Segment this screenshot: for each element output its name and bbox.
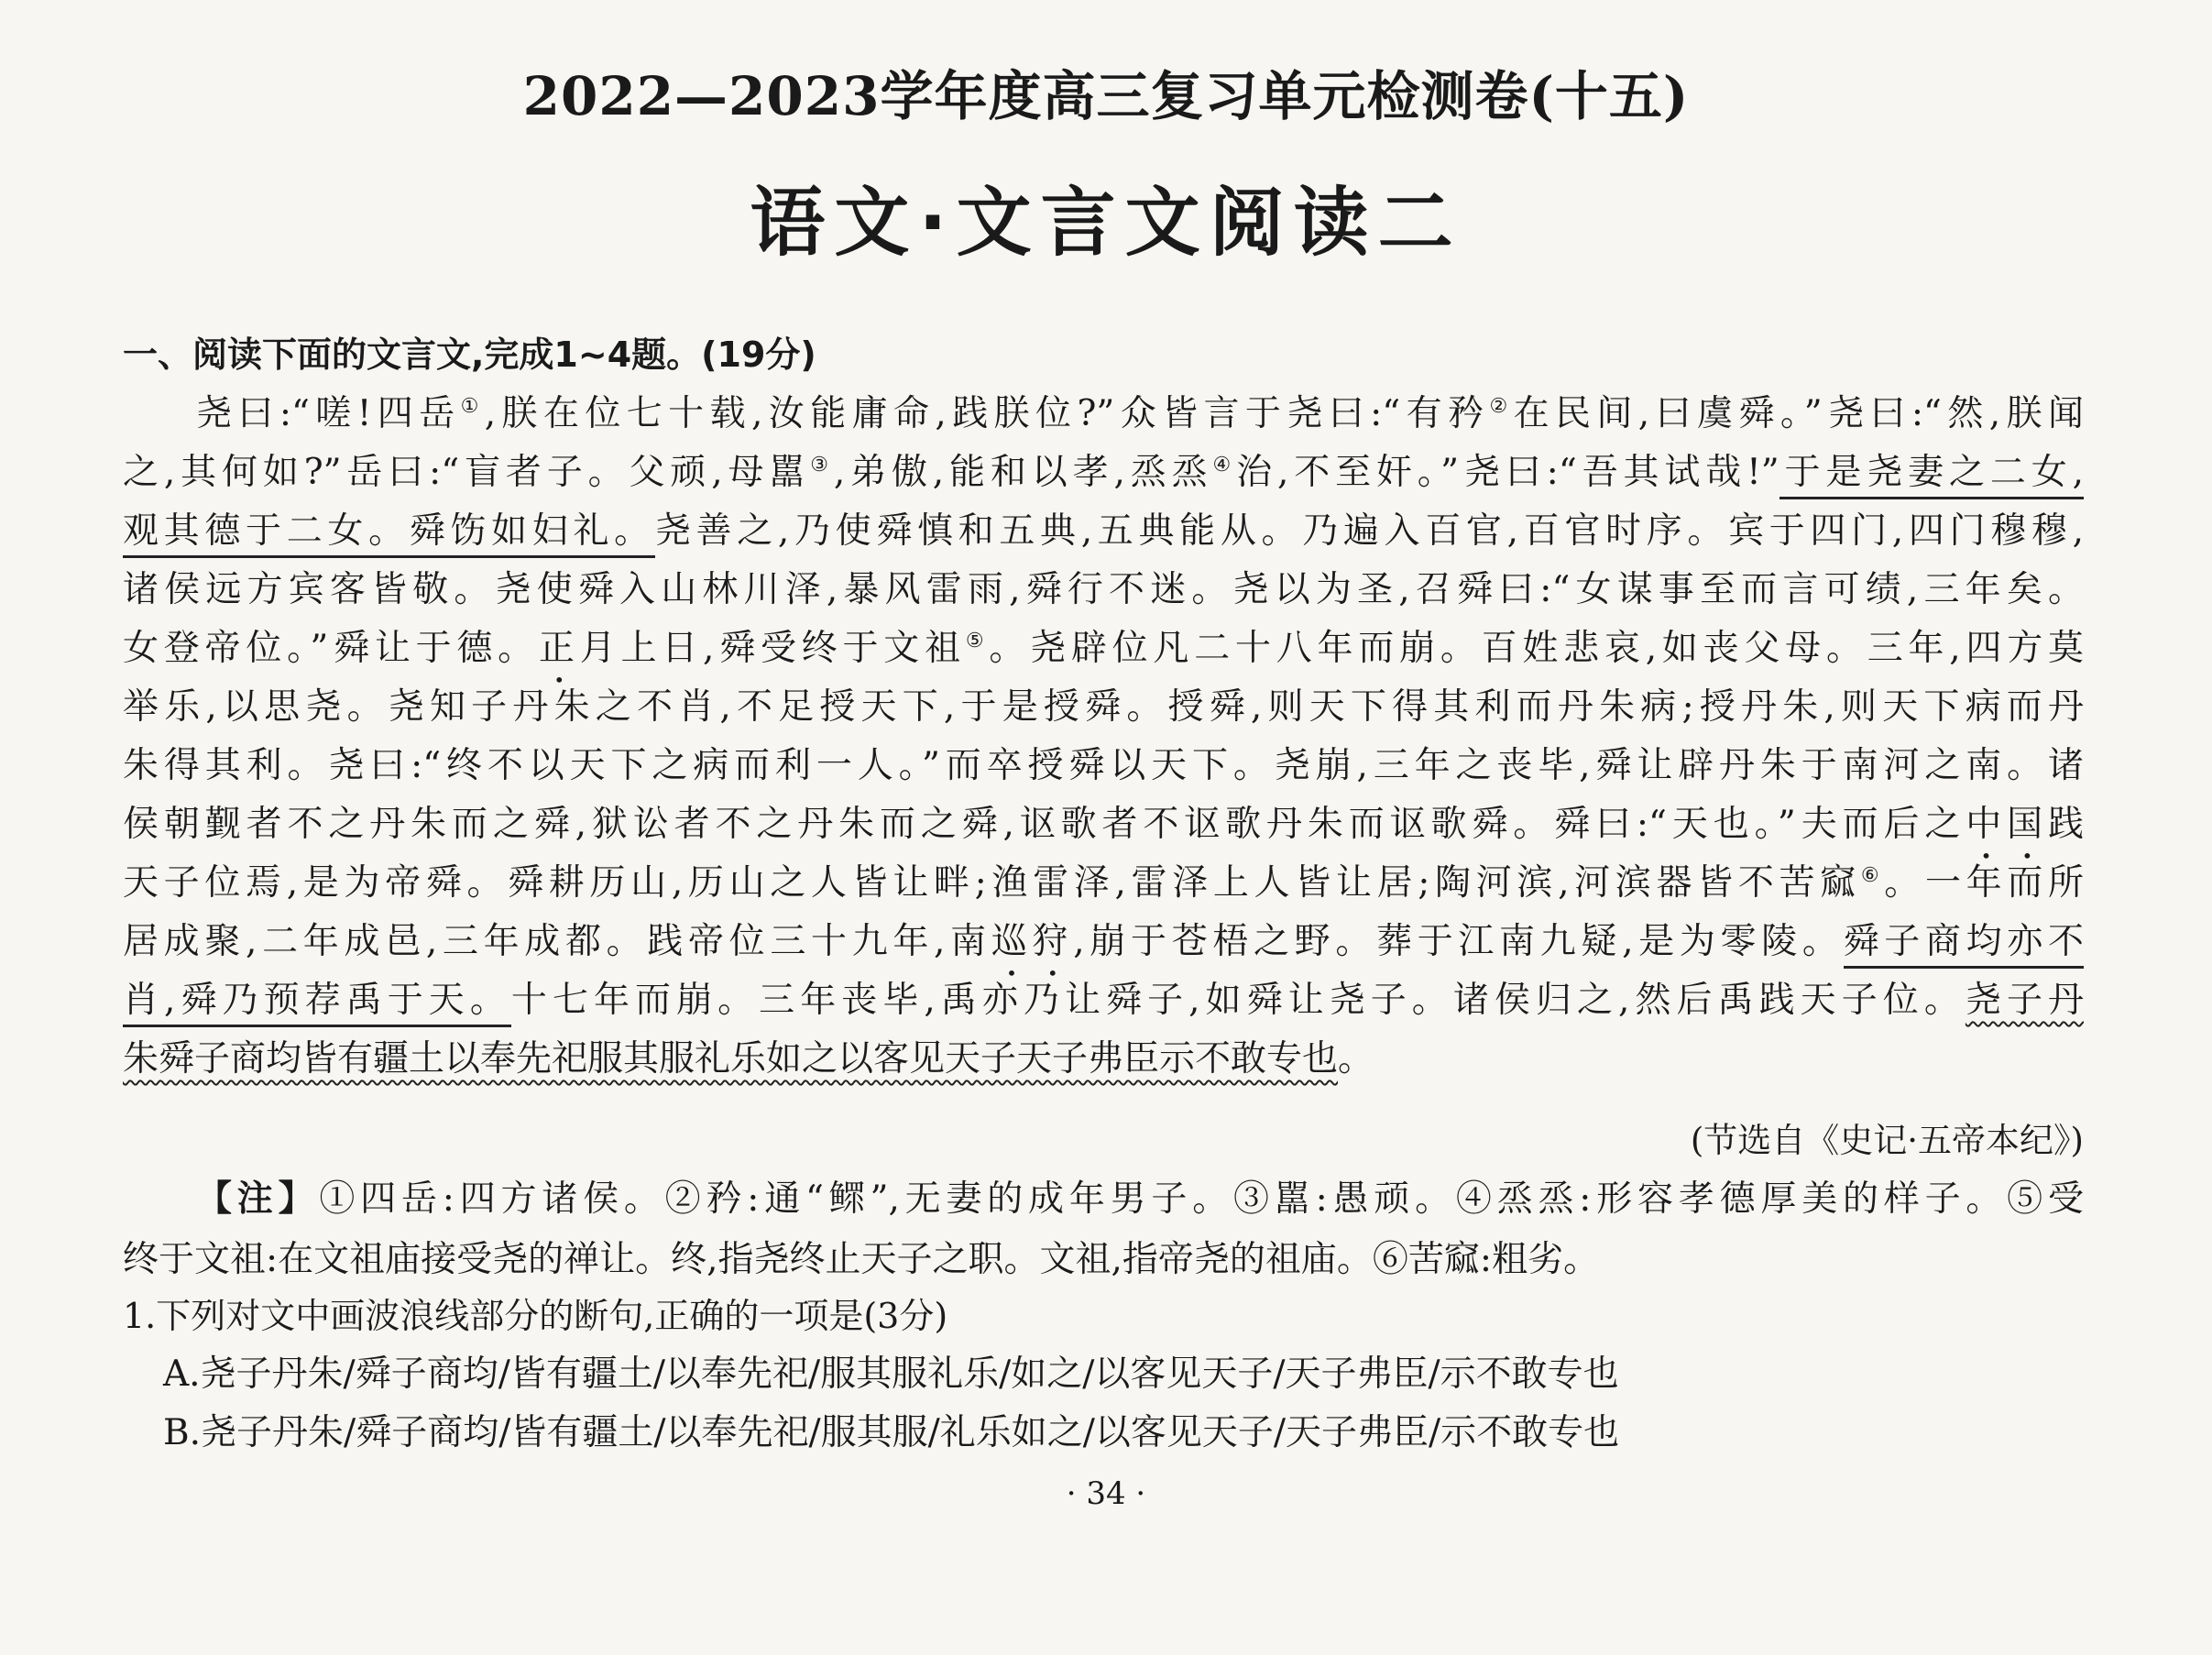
passage-line: 朱得其利。尧曰:“终不以天下之病而利一人。”而卒授舜以天下。尧崩,三年之丧毕,舜让辟丹朱于南河之南。诸 (123, 745, 2084, 786)
subject-title: 语文·文言文阅读二 (750, 180, 1462, 267)
underlined-sentence: 于是尧妻之二女, (1779, 452, 2084, 499)
wavy-underlined-text: 尧子丹 (1965, 980, 2084, 1021)
passage-line: 尧曰:“嗟!四岳①,朕在位七十载,汝能庸命,践朕位?”众皆言于尧曰:“有矜②在民间,曰虞舜。”尧曰:“然,朕闻 (196, 393, 2084, 434)
passage-line: 诸侯远方宾客皆敬。尧使舜入山林川泽,暴风雷雨,舜行不迷。尧以为圣,召舜曰:“女谋事至而言可绩,三年矣。 (123, 569, 2084, 610)
passage-line: 肖,舜乃预荐禹于天。十七年而崩。三年丧毕,禹亦乃让舜子,如舜让尧子。诸侯归之,然后禹践天子位。尧子丹 (123, 971, 2084, 1030)
dotted-word: 中国 (1966, 804, 2048, 845)
footnote-ref: ② (1489, 395, 1514, 418)
note-line: 【注】①四岳:四方诸侯。②矜:通“鳏”,无妻的成年男子。③嚚:愚顽。④烝烝:形容孝德厚美的样子。⑤受 (196, 1178, 2084, 1220)
option-a: A.尧子丹朱/舜子商均/皆有疆土/以奉先祀/服其服礼乐/如之/以客见天子/天子弗臣/示不敢专也 (163, 1354, 1619, 1395)
underlined-sentence: 舜子商均亦不 (1844, 921, 2084, 969)
note-line: 终于文祖:在文祖庙接受尧的禅让。终,指尧终止天子之职。文祖,指帝尧的祖庙。⑥苦窳:粗劣。 (123, 1239, 1600, 1280)
question-1 (123, 1287, 1619, 1463)
passage-line: 朱舜子商均皆有疆土以奉先祀服其服礼乐如之以客见天子天子弗臣示不敢专也。 (123, 1038, 1374, 1080)
question-stem: 1.下列对文中画波浪线部分的断句,正确的一项是(3分) (123, 1296, 948, 1336)
passage-source: (节选自《史记·五帝本纪》) (1690, 1121, 2084, 1160)
passage-line: 观其德于二女。舜饬如妇礼。尧善之,乃使舜慎和五典,五典能从。乃遍入百官,百官时序。宾于四门,四门穆穆, (123, 502, 2084, 561)
note-label: 【注】 (196, 1178, 320, 1220)
footnote-ref: ⑥ (1860, 864, 1885, 887)
footnote-ref: ⑤ (965, 630, 990, 652)
underlined-sentence: 观其德于二女。舜饬如妇礼。 (123, 510, 655, 558)
page-number: · 34 · (1066, 1475, 1146, 1512)
passage-line: 居成聚,二年成邑,三年成都。践帝位三十九年,南巡狩,崩于苍梧之野。葬于江南九疑,是为零陵。舜子商均亦不 (123, 913, 2084, 971)
footnote-ref: ③ (810, 454, 834, 477)
passage-line: 天子位焉,是为帝舜。舜耕历山,历山之人皆让畔;渔雷泽,雷泽上人皆让居;陶河滨,河滨器皆不苦窳⑥。一年而所 (123, 862, 2084, 904)
passage-line: 女登帝位。”舜让于德。正月上日,舜受终于文祖⑤。尧辟位凡二十八年而崩。百姓悲哀,如丧父母。三年,四方莫 (123, 628, 2084, 669)
footnote-ref: ① (460, 395, 485, 418)
section-heading: 一、阅读下面的文言文,完成1~4题。(19分) (123, 334, 816, 375)
annotations (123, 1169, 2084, 1290)
wavy-underlined-text: 朱舜子商均皆有疆土以奉先祀服其服礼乐如之以客见天子天子弗臣示不敢专也 (123, 1038, 1339, 1080)
option-b: B.尧子丹朱/舜子商均/皆有疆土/以奉先祀/服其服/礼乐如之/以客见天子/天子弗臣/示不敢专也 (163, 1412, 1620, 1453)
dotted-word: 巡狩 (991, 921, 1074, 962)
underlined-sentence: 肖,舜乃预荐禹于天。 (123, 980, 511, 1027)
passage-line: 举乐,以思尧。尧知子丹朱之不肖,不足授天下,于是授舜。授舜,则天下得其利而丹朱病;授丹朱,则天下病而丹 (123, 686, 2084, 728)
dotted-word: 正 (538, 628, 580, 669)
passage-line: 侯朝觐者不之丹朱而之舜,狱讼者不之丹朱而之舜,讴歌者不讴歌丹朱而讴歌舜。舜曰:“天也。”夫而后之中国践 (123, 804, 2084, 845)
footnote-ref: ④ (1212, 454, 1237, 477)
exam-title: 2022—2023学年度高三复习单元检测卷(十五) (522, 65, 1690, 127)
passage-line: 之,其何如?”岳曰:“盲者子。父顽,母嚚③,弟傲,能和以孝,烝烝④治,不至奸。”尧曰:“吾其试哉!”于是尧妻之二女, (123, 444, 2084, 502)
classical-passage (123, 385, 2084, 1089)
